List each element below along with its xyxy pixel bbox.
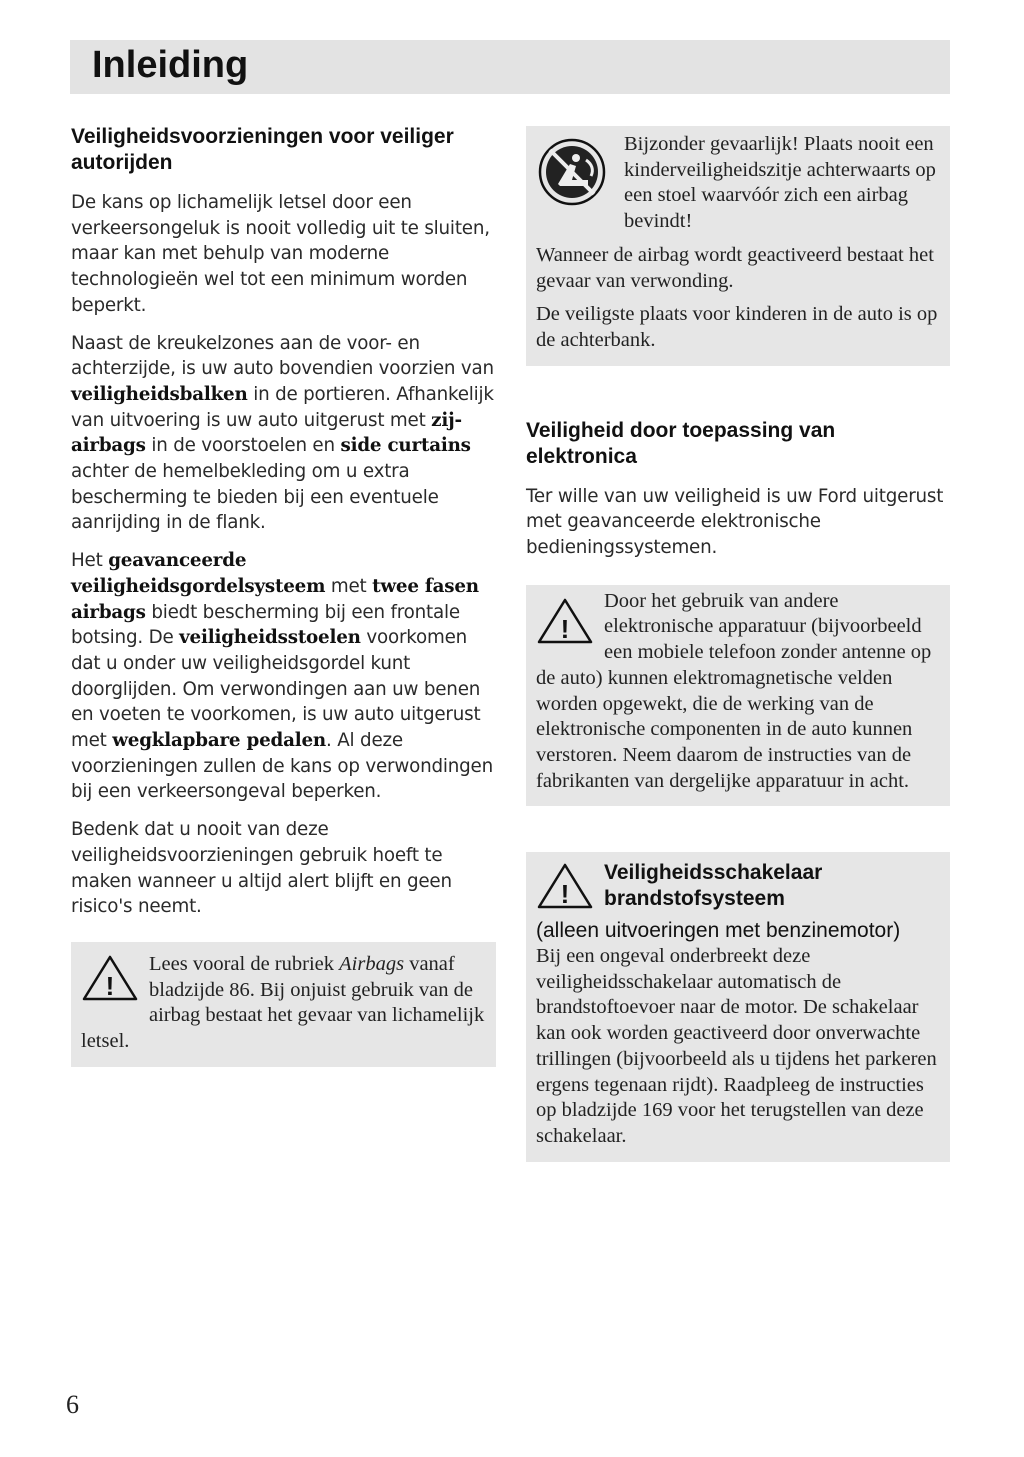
child-seat-warning-box: Bijzonder gevaarlijk! Plaats nooit een kinderveiligheidszitje achterwaarts op een stoel waarvóór zich een airbag bevindt! Wanneer de airbag wordt geactiveerd bestaat het gevaar van verwonding. De veiligste plaats voor kinderen in de auto is op de achterbank. [526,126,950,366]
childseat-paragraph-2: Wanneer de airbag wordt geactiveerd bestaat het gevaar van verwonding. [536,243,934,292]
childseat-paragraph-3: De veiligste plaats voor kinderen in de auto is op de achterbank. [536,303,938,351]
fuel-switch-text: Bij een ongeval onderbreekt deze veiligheidsschakelaar automatisch de brandstoftoevoer naar de motor. De schakelaar kan ook worden geactiveerd door onverwachte trillingen (bijvoorbeeld als u tijdens het parkeren ergens tegenaan rijdt). Raadpleeg de instructies op bladzijde 169 voor het terugstellen van deze schakelaar. [536,945,937,1147]
svg-text:!: ! [105,970,115,1001]
page-number: 6 [66,1390,79,1419]
fuel-switch-heading: Veiligheidsschakelaar brandstofsysteem [604,861,823,911]
airbag-warning-box: ! Lees vooral de rubriek Airbags vanaf bladzijde 86. Bij onjuist gebruik van de airbag bestaat het gevaar van lichamelijk letsel. [71,942,496,1067]
warning-triangle-icon [536,862,594,918]
section-heading-safety: Veiligheidsvoorzieningen voor veiliger autorijden [71,125,454,174]
warning-triangle-icon [81,954,139,1010]
left-column [71,124,496,1067]
warning-triangle-icon [536,597,594,653]
no-rear-facing-child-seat-icon [536,136,614,214]
paragraph-remember: Bedenk dat u nooit van deze veiligheidsvoorzieningen gebruik hoeft te maken wanneer u altijd alert blijft en geen risico's neemt. [71,819,452,918]
fuel-switch-subheading: (alleen uitvoeringen met benzinemotor) [536,919,901,943]
paragraph-intro: De kans op lichamelijk letsel door een verkeersongeluk is nooit volledig uit te sluiten, maar kan met behulp van moderne technologieën wel tot een minimum worden beperkt. [71,192,490,316]
paragraph-seatbelt-system: Het geavanceerde veiligheidsgordelsysteem met twee fasen airbags biedt bescherming bij een frontale botsing. De veiligheidsstoelen voorkomen dat u onder uw veiligheidsgordel kunt doorglijden. Om verwondingen aan uw benen en voeten te voorkomen, is uw auto uitgerust met wegklapbare pedalen. Al deze voorzieningen zullen de kans op verwondingen bij een verkeersongeval beperken. [71,550,493,803]
page-title: Inleiding [92,44,249,86]
paragraph-crumple-zones: Naast de kreukelzones aan de voor- en achterzijde, is uw auto bovendien voorzien van veiligheidsbalken in de portieren. Afhankelijk van uitvoering is uw auto uitgerust met zij-airbags in de voorstoelen en side curtains achter de hemelbekleding om u extra bescherming te bieden bij een eventuele aanrijding in de flank. [71,332,494,534]
right-column [526,126,950,1162]
svg-text:!: ! [560,879,570,910]
paragraph-electronics: Ter wille van uw veiligheid is uw Ford uitgerust met geavanceerde elektronische bedieningssystemen. [526,485,944,559]
section-heading-electronics: Veiligheid door toepassing van elektronica [526,418,836,468]
fuel-switch-warning-box [526,852,950,1161]
title-bar [70,40,950,94]
svg-text:!: ! [560,613,570,644]
electronics-warning-box: ! Door het gebruik van andere elektronische apparatuur (bijvoorbeeld een mobiele telefoon zonder antenne op de auto) kunnen elektromagnetische velden worden opgewekt, die de werking van de elektronische componenten in de auto kunnen verstoren. Neem daarom de instructies van de fabrikanten van dergelijke apparatuur in acht. [526,585,950,807]
